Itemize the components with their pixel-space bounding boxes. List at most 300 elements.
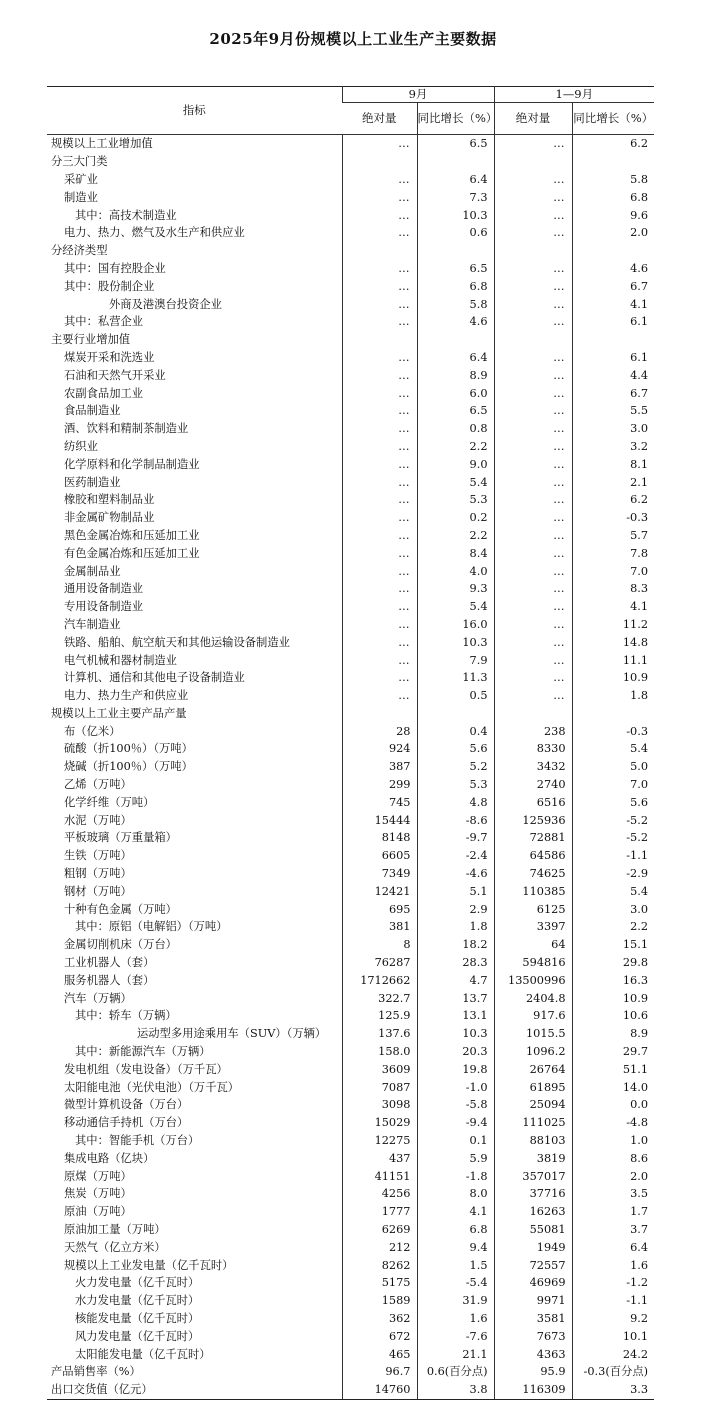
cell-absolute-ytd: … (494, 277, 572, 295)
row-label: 制造业 (64, 190, 98, 204)
cell-absolute-ytd: 13500996 (494, 971, 572, 989)
cell-absolute-ytd: 25094 (494, 1096, 572, 1114)
cell-yoy-sep: 13.7 (417, 989, 494, 1007)
cell-yoy-ytd: 29.8 (572, 954, 654, 972)
table-row (47, 544, 654, 562)
cell-absolute-ytd: … (494, 349, 572, 367)
row-label: 太阳能发电量（亿千瓦时） (75, 1347, 211, 1361)
cell-absolute-sep: 137.6 (342, 1025, 417, 1043)
cell-absolute-ytd: 72881 (494, 829, 572, 847)
cell-absolute-sep: 672 (342, 1327, 417, 1345)
row-label: 汽车制造业 (64, 617, 121, 631)
cell-absolute-sep: 1712662 (342, 971, 417, 989)
cell-yoy-ytd: 8.3 (572, 580, 654, 598)
cell-yoy-ytd: -4.8 (572, 1114, 654, 1132)
cell-yoy-ytd: 5.5 (572, 402, 654, 420)
row-label: 工业机器人（套） (64, 956, 155, 970)
cell-yoy-ytd: 4.4 (572, 366, 654, 384)
table-row (47, 295, 654, 313)
cell-yoy-ytd: -1.1 (572, 1292, 654, 1310)
cell-absolute-sep: … (342, 384, 417, 402)
cell-yoy-sep: 7.9 (417, 651, 494, 669)
cell-yoy-ytd: 2.1 (572, 473, 654, 491)
cell-yoy-sep: 19.8 (417, 1060, 494, 1078)
cell-yoy-sep: 5.3 (417, 491, 494, 509)
cell-yoy-ytd: 9.2 (572, 1310, 654, 1328)
table-row (47, 455, 654, 473)
table-row (47, 1238, 654, 1256)
row-label: 医药制造业 (64, 475, 121, 489)
row-label: 化学原料和化学制品制造业 (64, 457, 200, 471)
row-label: 其中：私营企业 (64, 315, 144, 329)
cell-absolute-ytd: 6516 (494, 793, 572, 811)
cell-absolute-sep: … (342, 349, 417, 367)
cell-absolute-sep: … (342, 455, 417, 473)
row-label: 运动型多用途乘用车（SUV）（万辆） (137, 1027, 327, 1041)
table-row (47, 1381, 654, 1399)
cell-yoy-ytd: 5.0 (572, 758, 654, 776)
cell-absolute-ytd: … (494, 473, 572, 491)
cell-yoy-sep: 4.6 (417, 313, 494, 331)
row-label: 烧碱（折100％）（万吨） (64, 760, 193, 774)
cell-yoy-sep (417, 331, 494, 349)
cell-yoy-ytd: -2.9 (572, 865, 654, 883)
cell-absolute-sep (342, 242, 417, 260)
row-label: 其中：股份制企业 (64, 279, 155, 293)
row-label: 农副食品加工业 (64, 386, 144, 400)
cell-absolute-ytd: … (494, 206, 572, 224)
table-row (47, 705, 654, 723)
row-label: 其中：新能源汽车（万辆） (75, 1045, 211, 1059)
cell-absolute-ytd: … (494, 295, 572, 313)
cell-absolute-sep (342, 153, 417, 171)
cell-absolute-ytd: … (494, 420, 572, 438)
cell-yoy-ytd: 8.1 (572, 455, 654, 473)
row-label: 集成电路（亿块） (64, 1151, 155, 1165)
table-row (47, 865, 654, 883)
cell-absolute-sep: 41151 (342, 1167, 417, 1185)
table-row (47, 1363, 654, 1381)
cell-yoy-ytd: 6.1 (572, 349, 654, 367)
table-row (47, 1060, 654, 1078)
cell-yoy-ytd: 51.1 (572, 1060, 654, 1078)
row-label: 采矿业 (64, 172, 98, 186)
row-label: 其中：轿车（万辆） (75, 1009, 177, 1023)
table-row (47, 562, 654, 580)
row-label: 电力、热力、燃气及水生产和供应业 (64, 226, 245, 240)
row-label: 水力发电量（亿千瓦时） (75, 1294, 200, 1308)
cell-absolute-ytd: 3581 (494, 1310, 572, 1328)
cell-yoy-sep: 1.6 (417, 1310, 494, 1328)
header-absolute-sep: 绝对量 (362, 111, 397, 125)
cell-yoy-ytd: 14.8 (572, 633, 654, 651)
table-row (47, 1096, 654, 1114)
cell-yoy-sep: 10.3 (417, 1025, 494, 1043)
table-row (47, 598, 654, 616)
table-row (47, 882, 654, 900)
cell-yoy-ytd: 6.1 (572, 313, 654, 331)
table-row (47, 616, 654, 634)
cell-absolute-sep: 125.9 (342, 1007, 417, 1025)
cell-absolute-sep: … (342, 224, 417, 242)
cell-yoy-sep (417, 153, 494, 171)
table-row (47, 313, 654, 331)
cell-yoy-ytd: 10.9 (572, 669, 654, 687)
cell-yoy-sep: 0.4 (417, 722, 494, 740)
table-row (47, 918, 654, 936)
cell-absolute-ytd: 2404.8 (494, 989, 572, 1007)
table-row (47, 1167, 654, 1185)
cell-absolute-sep: 1777 (342, 1203, 417, 1221)
cell-absolute-sep: 6605 (342, 847, 417, 865)
table-row (47, 366, 654, 384)
cell-absolute-ytd: 111025 (494, 1114, 572, 1132)
cell-yoy-sep: 0.8 (417, 420, 494, 438)
cell-yoy-sep: 5.2 (417, 758, 494, 776)
cell-yoy-ytd: 10.9 (572, 989, 654, 1007)
cell-yoy-sep: 2.2 (417, 438, 494, 456)
table-row (47, 438, 654, 456)
cell-absolute-sep: … (342, 420, 417, 438)
cell-yoy-sep: 6.8 (417, 277, 494, 295)
cell-yoy-ytd: 3.3 (572, 1381, 654, 1399)
cell-absolute-sep: 76287 (342, 954, 417, 972)
cell-yoy-sep: 0.6 (417, 224, 494, 242)
cell-absolute-sep: 437 (342, 1149, 417, 1167)
cell-yoy-sep: -1.0 (417, 1078, 494, 1096)
cell-absolute-ytd: 1015.5 (494, 1025, 572, 1043)
table-row (47, 954, 654, 972)
cell-yoy-ytd: 11.2 (572, 616, 654, 634)
cell-yoy-ytd: 4.6 (572, 260, 654, 278)
cell-yoy-sep: 0.1 (417, 1132, 494, 1150)
cell-yoy-sep: -5.4 (417, 1274, 494, 1292)
cell-yoy-ytd: 10.6 (572, 1007, 654, 1025)
table-row (47, 242, 654, 260)
cell-yoy-sep: 6.8 (417, 1221, 494, 1239)
cell-yoy-sep: 5.3 (417, 776, 494, 794)
data-table (47, 86, 654, 1400)
cell-absolute-ytd: … (494, 313, 572, 331)
cell-yoy-ytd: 5.7 (572, 527, 654, 545)
table-row (47, 153, 654, 171)
cell-absolute-ytd: 61895 (494, 1078, 572, 1096)
cell-absolute-sep: 4256 (342, 1185, 417, 1203)
row-label: 焦炭（万吨） (64, 1187, 132, 1201)
cell-absolute-sep: 8262 (342, 1256, 417, 1274)
row-label: 服务机器人（套） (64, 973, 155, 987)
cell-absolute-sep: 15444 (342, 811, 417, 829)
table-row (47, 402, 654, 420)
row-label: 石油和天然气开采业 (64, 368, 166, 382)
cell-yoy-sep: 5.4 (417, 473, 494, 491)
table-row (47, 1114, 654, 1132)
cell-yoy-sep: 10.3 (417, 633, 494, 651)
cell-yoy-ytd: 3.2 (572, 438, 654, 456)
cell-yoy-sep: 5.8 (417, 295, 494, 313)
cell-yoy-ytd: -1.2 (572, 1274, 654, 1292)
row-label: 化学纤维（万吨） (64, 795, 155, 809)
cell-yoy-ytd: 6.7 (572, 384, 654, 402)
table-row (47, 473, 654, 491)
row-label: 其中：智能手机（万台） (75, 1134, 200, 1148)
table-row (47, 793, 654, 811)
row-label: 出口交货值（亿元） (47, 1381, 342, 1399)
table-row (47, 936, 654, 954)
cell-absolute-ytd (494, 705, 572, 723)
cell-absolute-ytd: … (494, 580, 572, 598)
cell-yoy-ytd: 10.1 (572, 1327, 654, 1345)
cell-yoy-ytd: 2.2 (572, 918, 654, 936)
table-row (47, 1327, 654, 1345)
cell-yoy-ytd (572, 705, 654, 723)
table-row (47, 491, 654, 509)
cell-yoy-sep (417, 705, 494, 723)
row-label: 其中：原铝（电解铝）（万吨） (75, 920, 228, 934)
table-row (47, 1078, 654, 1096)
row-label: 原煤（万吨） (64, 1169, 132, 1183)
table-row (47, 420, 654, 438)
cell-absolute-sep: 3609 (342, 1060, 417, 1078)
row-label: 硫酸（折100％）（万吨） (64, 742, 193, 756)
cell-yoy-ytd: 4.1 (572, 295, 654, 313)
table-row (47, 384, 654, 402)
row-label: 微型计算机设备（万台） (64, 1098, 189, 1112)
row-label: 核能发电量（亿千瓦时） (75, 1311, 200, 1325)
cell-yoy-sep: 6.5 (417, 402, 494, 420)
table-row (47, 171, 654, 189)
cell-absolute-sep: … (342, 562, 417, 580)
cell-yoy-ytd: 4.1 (572, 598, 654, 616)
cell-absolute-sep: … (342, 580, 417, 598)
row-label: 移动通信手持机（万台） (64, 1116, 189, 1130)
cell-absolute-ytd: … (494, 438, 572, 456)
cell-yoy-ytd: 7.8 (572, 544, 654, 562)
cell-absolute-sep: … (342, 313, 417, 331)
cell-absolute-sep: 158.0 (342, 1043, 417, 1061)
cell-yoy-sep: 5.1 (417, 882, 494, 900)
cell-absolute-sep: 6269 (342, 1221, 417, 1239)
cell-yoy-ytd: 6.8 (572, 188, 654, 206)
table-row (47, 1310, 654, 1328)
cell-yoy-sep: 6.5 (417, 135, 494, 153)
table-row (47, 1149, 654, 1167)
row-label: 非金属矿物制品业 (64, 511, 155, 525)
cell-absolute-sep: … (342, 509, 417, 527)
cell-yoy-ytd: -0.3(百分点) (572, 1363, 654, 1381)
row-label: 粗钢（万吨） (64, 867, 132, 881)
cell-yoy-ytd: 3.7 (572, 1221, 654, 1239)
cell-yoy-sep: 4.7 (417, 971, 494, 989)
cell-yoy-ytd: 24.2 (572, 1345, 654, 1363)
table-row (47, 1274, 654, 1292)
cell-yoy-sep: 4.1 (417, 1203, 494, 1221)
cell-absolute-sep (342, 705, 417, 723)
table-row (47, 811, 654, 829)
row-label: 产品销售率（%） (51, 1365, 141, 1379)
cell-absolute-ytd: 2740 (494, 776, 572, 794)
header-yoy-sep: 同比增长（%） (417, 103, 494, 135)
cell-absolute-ytd: 74625 (494, 865, 572, 883)
cell-absolute-sep: … (342, 366, 417, 384)
cell-yoy-ytd: 5.4 (572, 740, 654, 758)
cell-yoy-sep (417, 242, 494, 260)
cell-absolute-ytd: … (494, 687, 572, 705)
row-label: 规模以上工业发电量（亿千瓦时） (64, 1258, 234, 1272)
row-label: 乙烯（万吨） (64, 778, 132, 792)
cell-absolute-sep: 745 (342, 793, 417, 811)
cell-absolute-sep: 299 (342, 776, 417, 794)
cell-absolute-sep: … (342, 616, 417, 634)
cell-absolute-ytd: 1096.2 (494, 1043, 572, 1061)
cell-yoy-ytd: 5.4 (572, 882, 654, 900)
table-row (47, 224, 654, 242)
cell-absolute-sep: 695 (342, 900, 417, 918)
cell-absolute-ytd: 8330 (494, 740, 572, 758)
cell-yoy-sep: 5.9 (417, 1149, 494, 1167)
cell-absolute-sep: … (342, 277, 417, 295)
cell-yoy-sep: 7.3 (417, 188, 494, 206)
cell-yoy-sep: 31.9 (417, 1292, 494, 1310)
cell-yoy-sep: 3.8 (417, 1381, 494, 1399)
row-label: 煤炭开采和洗选业 (64, 350, 155, 364)
cell-yoy-sep: 8.9 (417, 366, 494, 384)
cell-absolute-ytd: 4363 (494, 1345, 572, 1363)
cell-absolute-sep: 212 (342, 1238, 417, 1256)
cell-absolute-ytd: 7673 (494, 1327, 572, 1345)
cell-yoy-sep: 6.0 (417, 384, 494, 402)
cell-yoy-ytd: 8.6 (572, 1149, 654, 1167)
row-label: 通用设备制造业 (64, 582, 144, 596)
table-row (47, 509, 654, 527)
cell-absolute-sep: 14760 (342, 1381, 417, 1399)
cell-absolute-ytd: 88103 (494, 1132, 572, 1150)
table-row (47, 687, 654, 705)
cell-absolute-ytd: … (494, 260, 572, 278)
cell-yoy-ytd: 6.2 (572, 491, 654, 509)
table-row (47, 829, 654, 847)
row-label: 铁路、船舶、航空航天和其他运输设备制造业 (64, 635, 290, 649)
cell-absolute-ytd: 95.9 (494, 1363, 572, 1381)
cell-yoy-sep: -9.7 (417, 829, 494, 847)
table-row (47, 135, 654, 153)
cell-absolute-ytd: 1949 (494, 1238, 572, 1256)
row-label: 专用设备制造业 (64, 600, 144, 614)
cell-absolute-sep: 924 (342, 740, 417, 758)
cell-yoy-sep: 6.5 (417, 260, 494, 278)
cell-absolute-ytd (494, 331, 572, 349)
cell-absolute-sep: … (342, 527, 417, 545)
cell-absolute-ytd: 46969 (494, 1274, 572, 1292)
cell-absolute-sep: 8148 (342, 829, 417, 847)
cell-absolute-ytd: 917.6 (494, 1007, 572, 1025)
cell-absolute-sep: … (342, 438, 417, 456)
cell-absolute-ytd: … (494, 562, 572, 580)
cell-yoy-ytd: 7.0 (572, 776, 654, 794)
cell-yoy-ytd: 11.1 (572, 651, 654, 669)
cell-yoy-ytd: 6.4 (572, 1238, 654, 1256)
cell-absolute-ytd: 55081 (494, 1221, 572, 1239)
cell-absolute-sep: 362 (342, 1310, 417, 1328)
cell-absolute-sep: 28 (342, 722, 417, 740)
table-row (47, 989, 654, 1007)
cell-absolute-ytd: … (494, 224, 572, 242)
cell-yoy-sep: 21.1 (417, 1345, 494, 1363)
row-label: 酒、饮料和精制茶制造业 (64, 422, 189, 436)
cell-yoy-sep: -4.6 (417, 865, 494, 883)
cell-absolute-sep: … (342, 260, 417, 278)
cell-yoy-ytd: 29.7 (572, 1043, 654, 1061)
cell-absolute-sep: … (342, 669, 417, 687)
cell-yoy-sep: 1.8 (417, 918, 494, 936)
cell-yoy-sep: 4.0 (417, 562, 494, 580)
row-label: 计算机、通信和其他电子设备制造业 (64, 671, 245, 685)
cell-absolute-ytd (494, 153, 572, 171)
table-row (47, 527, 654, 545)
cell-absolute-sep (342, 331, 417, 349)
cell-absolute-ytd: … (494, 633, 572, 651)
cell-absolute-sep: … (342, 544, 417, 562)
cell-yoy-sep: 2.2 (417, 527, 494, 545)
table-row (47, 206, 654, 224)
row-label: 其中：国有控股企业 (64, 261, 166, 275)
cell-absolute-ytd: 116309 (494, 1381, 572, 1399)
row-label: 金属切削机床（万台） (64, 938, 177, 952)
cell-yoy-sep: 11.3 (417, 669, 494, 687)
cell-absolute-ytd: … (494, 651, 572, 669)
cell-absolute-ytd: 72557 (494, 1256, 572, 1274)
cell-absolute-ytd: … (494, 188, 572, 206)
cell-absolute-ytd: 64586 (494, 847, 572, 865)
table-header (47, 87, 654, 135)
cell-yoy-ytd: 6.2 (572, 135, 654, 153)
cell-absolute-sep: 381 (342, 918, 417, 936)
cell-yoy-sep: -7.6 (417, 1327, 494, 1345)
cell-absolute-ytd: … (494, 455, 572, 473)
cell-absolute-sep: 1589 (342, 1292, 417, 1310)
table-row (47, 758, 654, 776)
row-label: 黑色金属冶炼和压延加工业 (64, 528, 200, 542)
cell-absolute-ytd: … (494, 598, 572, 616)
cell-absolute-ytd: 357017 (494, 1167, 572, 1185)
row-label: 水泥（万吨） (64, 813, 132, 827)
row-label: 主要行业增加值 (51, 333, 131, 347)
cell-yoy-sep: 6.4 (417, 171, 494, 189)
table-row (47, 1203, 654, 1221)
cell-absolute-sep: 3098 (342, 1096, 417, 1114)
cell-yoy-ytd: -1.1 (572, 847, 654, 865)
cell-yoy-ytd: 3.0 (572, 420, 654, 438)
row-label: 汽车（万辆） (64, 991, 132, 1005)
row-label: 橡胶和塑料制品业 (64, 493, 155, 507)
cell-absolute-sep: 12421 (342, 882, 417, 900)
cell-yoy-sep: -2.4 (417, 847, 494, 865)
table-row (47, 776, 654, 794)
cell-yoy-sep: 0.5 (417, 687, 494, 705)
row-label: 金属制品业 (64, 564, 121, 578)
cell-yoy-sep: 0.6(百分点) (417, 1363, 494, 1381)
table-body (47, 135, 654, 1400)
cell-yoy-sep: 16.0 (417, 616, 494, 634)
cell-yoy-ytd: 2.0 (572, 1167, 654, 1185)
cell-yoy-ytd: 9.6 (572, 206, 654, 224)
row-label: 钢材（万吨） (64, 884, 132, 898)
cell-absolute-ytd: 16263 (494, 1203, 572, 1221)
cell-yoy-sep: 5.6 (417, 740, 494, 758)
row-label: 发电机组（发电设备）（万千瓦） (64, 1062, 228, 1076)
cell-absolute-sep: 15029 (342, 1114, 417, 1132)
cell-absolute-ytd: … (494, 527, 572, 545)
